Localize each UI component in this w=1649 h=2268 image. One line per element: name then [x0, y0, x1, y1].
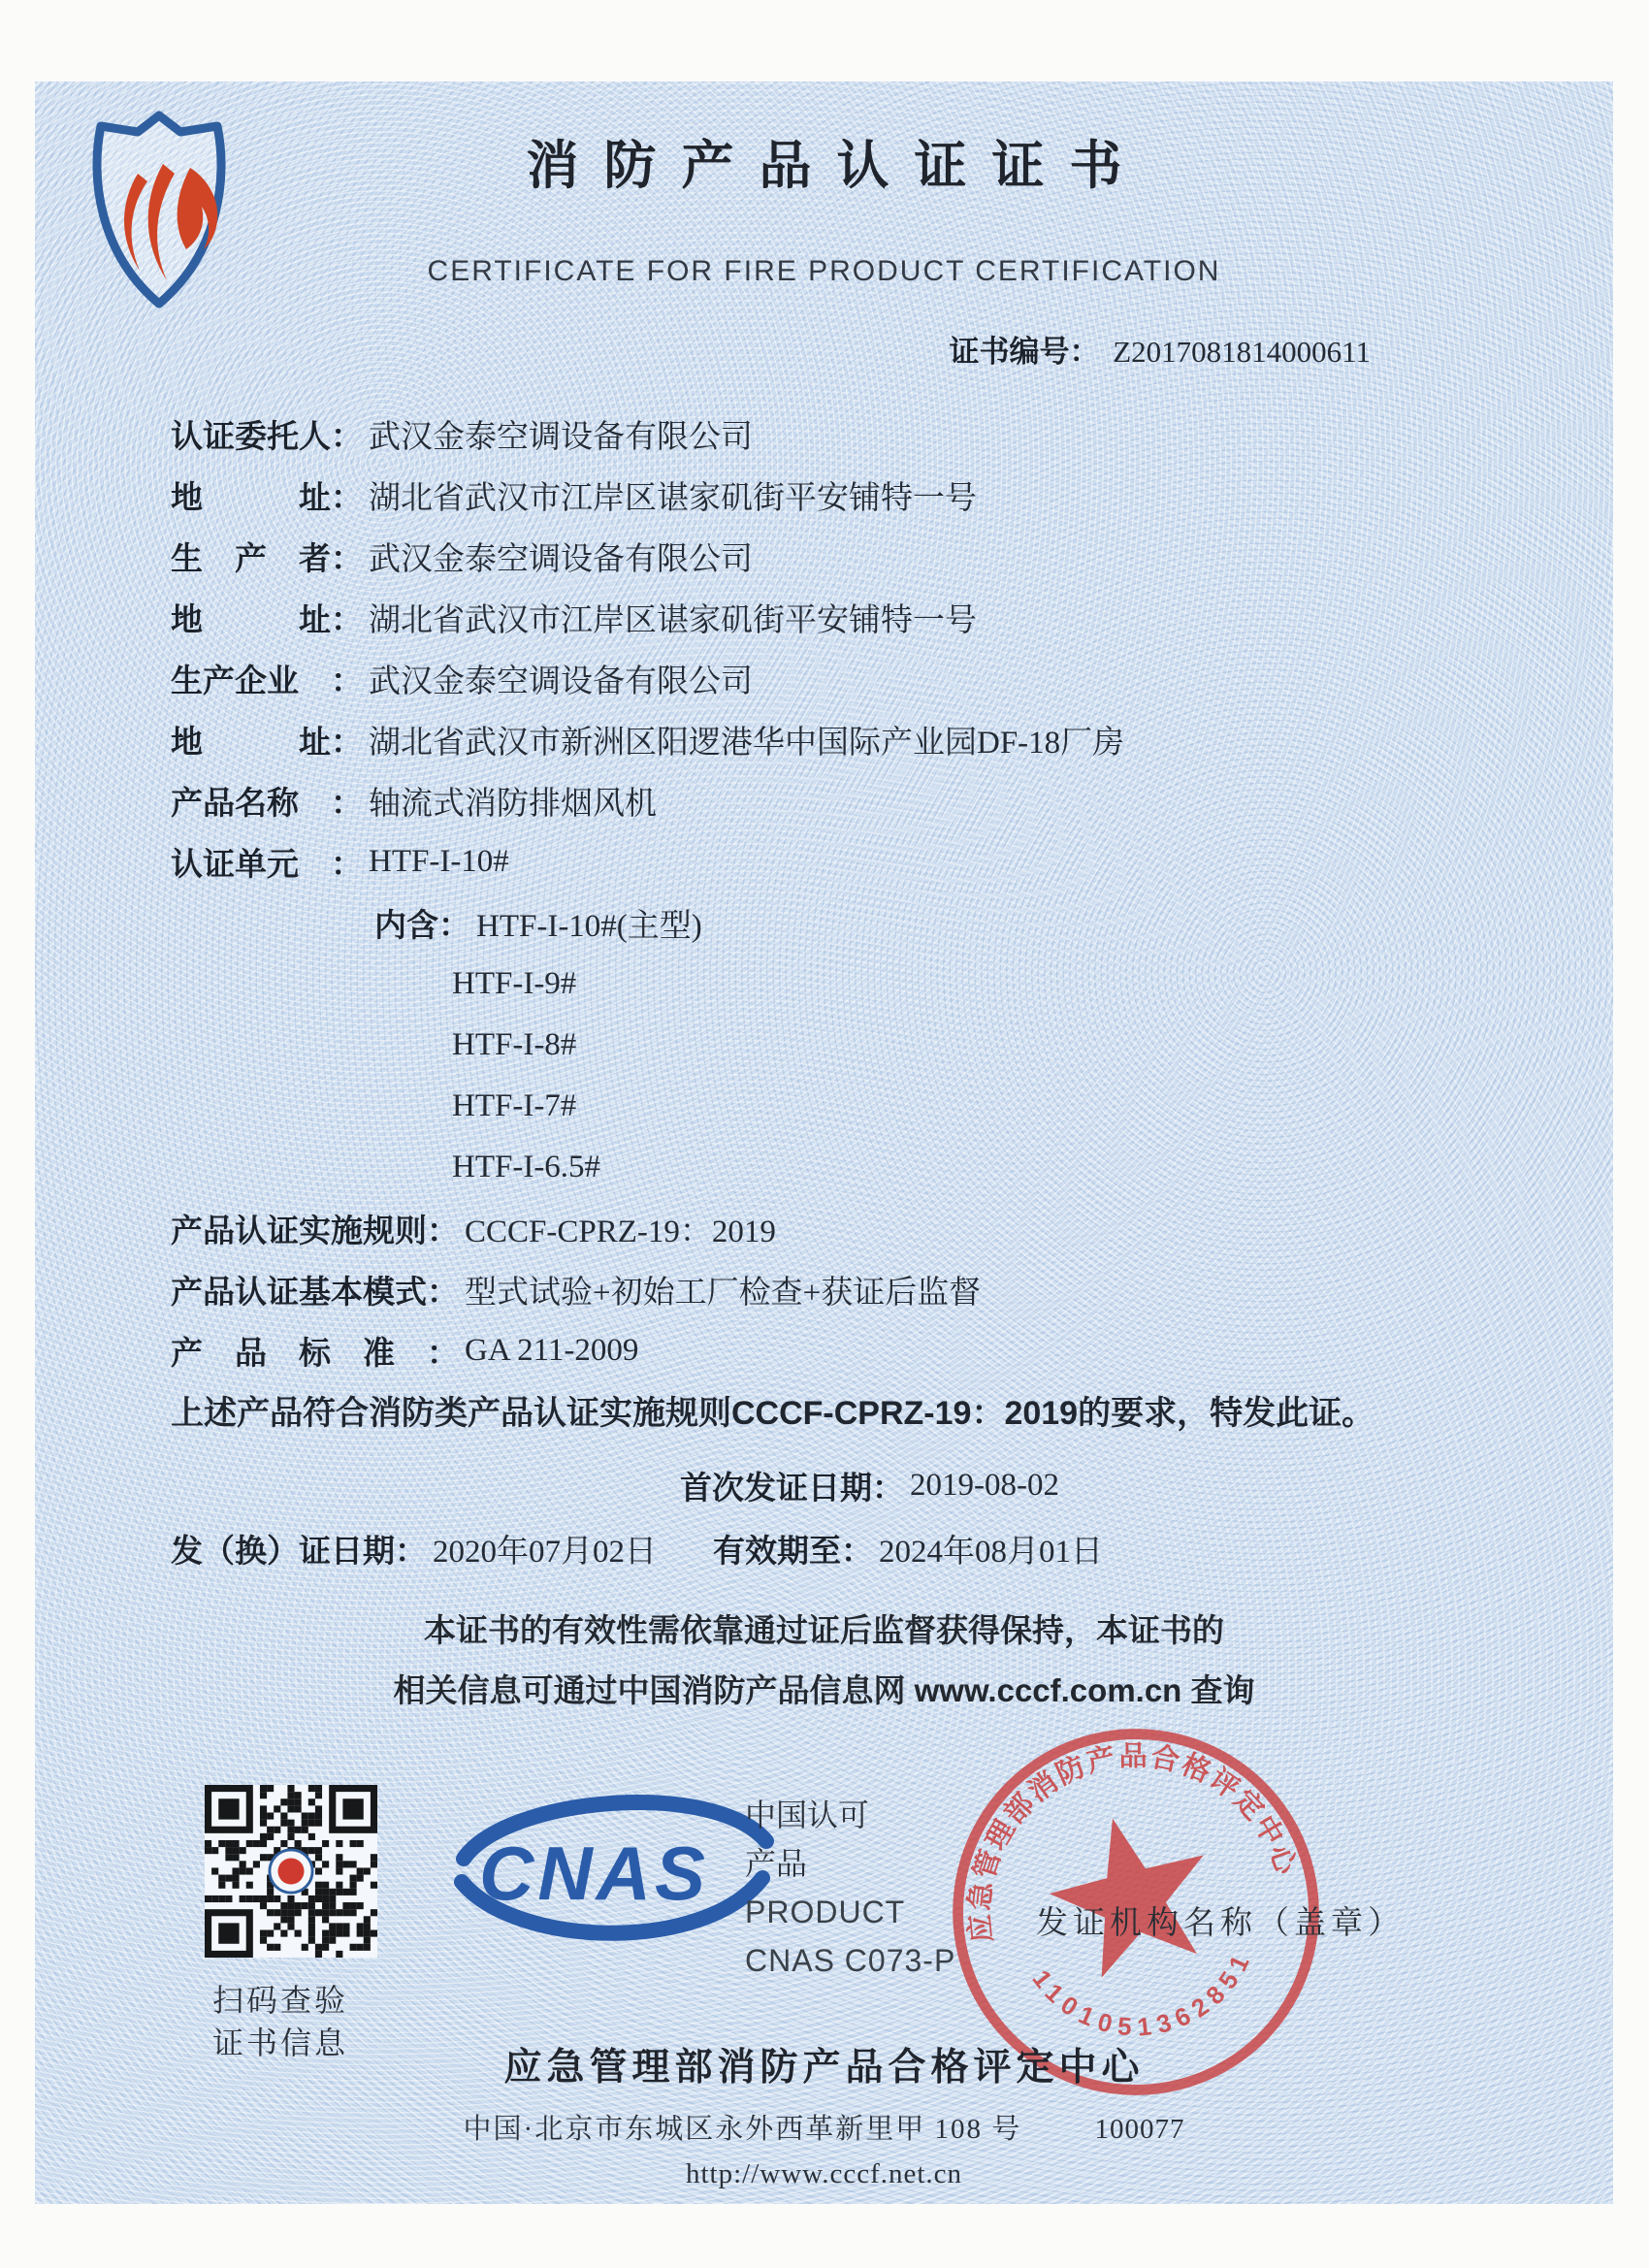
certificate-body — [35, 81, 1613, 2204]
model-value: HTF-I-6.5# — [452, 1150, 601, 1184]
model-row — [171, 954, 1536, 1015]
field-value: HTF-I-10# — [369, 844, 509, 879]
bottom-section — [35, 1740, 1613, 2080]
field-label: 生产企业 ： — [171, 663, 363, 698]
reissue-date-label: 发（换）证日期： — [171, 1533, 427, 1569]
field-label: 产品名称 ： — [171, 785, 363, 821]
rule-label: 产品认证实施规则： — [171, 1213, 459, 1248]
certificate-fields — [35, 404, 1613, 1381]
organization-address: 中国·北京市东城区永外西革新里甲 108 号 — [463, 2114, 1022, 2145]
certificate-number-line — [35, 327, 1613, 371]
qr-caption-line2: 证书信息 — [212, 2025, 349, 2060]
qr-code — [205, 1785, 377, 1958]
validity-notice-line2: 相关信息可通过中国消防产品信息网 www.cccf.com.cn 查询 — [393, 1672, 1255, 1708]
first-issue-date-value: 2019-08-02 — [910, 1468, 1059, 1503]
rule-value: CCCF-CPRZ-19：2019 — [465, 1215, 776, 1249]
cnas-logo-text: CNAS — [479, 1831, 710, 1916]
field-row-producer — [171, 526, 1536, 587]
field-row-applicant — [171, 404, 1536, 465]
field-label: 认证委托人： — [171, 418, 363, 454]
rule-value: GA 211-2009 — [465, 1333, 639, 1368]
field-value: 轴流式消防排烟风机 — [369, 787, 657, 822]
reissue-date-value: 2020年07月02日 — [433, 1535, 657, 1570]
model-row — [171, 1076, 1536, 1137]
field-label: 地 址： — [171, 601, 363, 637]
footer — [35, 2037, 1613, 2190]
contains-primary-model: HTF-I-10#(主型) — [476, 909, 702, 944]
field-row-producer-address — [171, 587, 1536, 648]
model-value: HTF-I-9# — [452, 966, 577, 1001]
accreditation-line-en2: CNAS C073-P — [745, 1943, 956, 1978]
conformity-statement: 上述产品符合消防类产品认证实施规则CCCF-CPRZ-19：2019的要求，特发此证。 — [171, 1395, 1375, 1432]
field-label: 生 产 者： — [171, 540, 363, 576]
contains-row — [171, 892, 1536, 954]
rule-label: 产品认证基本模式： — [171, 1274, 459, 1310]
valid-until-value: 2024年08月01日 — [879, 1535, 1103, 1570]
certificate-number-value: Z2017081814000611 — [1113, 335, 1371, 369]
issue-validity-row — [171, 1518, 1536, 1579]
model-row — [171, 1137, 1536, 1198]
validity-notice-line1: 本证书的有效性需依靠通过证后监督获得保持，本证书的 — [424, 1612, 1224, 1648]
seal-ring-text: 应急管理部消防产品合格评定中心 — [964, 1740, 1303, 1944]
model-value: HTF-I-7# — [452, 1088, 577, 1123]
certificate-title: 消防产品认证证书 — [526, 137, 1148, 195]
validity-notice — [35, 1601, 1613, 1721]
first-issue-date-label: 首次发证日期： — [680, 1470, 904, 1506]
field-value: 湖北省武汉市江岸区谌家矶街平安铺特一号 — [369, 603, 977, 638]
organization-url: http://www.cccf.net.cn — [685, 2158, 963, 2189]
accreditation-line-cn1: 中国认可 — [745, 1798, 870, 1832]
seal-star-icon — [1035, 1799, 1226, 1985]
postal-code: 100077 — [1094, 2114, 1185, 2145]
organization-address-line — [35, 2107, 1613, 2147]
model-value: HTF-I-8# — [452, 1027, 577, 1062]
accreditation-line-cn2: 产品 — [745, 1846, 808, 1881]
valid-until-label: 有效期至： — [713, 1533, 873, 1569]
field-value: 武汉金泰空调设备有限公司 — [369, 542, 753, 577]
field-value: 武汉金泰空调设备有限公司 — [369, 664, 753, 699]
field-label: 认证单元 ： — [171, 846, 363, 882]
model-row — [171, 1015, 1536, 1076]
rule-row-basic-mode — [171, 1259, 1536, 1320]
rule-value: 型式试验+初始工厂检查+获证后监督 — [465, 1276, 982, 1311]
field-row-product-name — [171, 770, 1536, 831]
field-row-applicant-address — [171, 465, 1536, 526]
field-value: 湖北省武汉市新洲区阳逻港华中国际产业园DF-18厂房 — [369, 726, 1125, 761]
field-label: 地 址： — [171, 479, 363, 515]
rule-label: 产 品 标 准 ： — [171, 1335, 459, 1371]
field-row-certification-unit — [171, 831, 1536, 892]
contains-label: 内含： — [374, 907, 470, 943]
rule-row-implementation — [171, 1198, 1536, 1259]
issuing-organization: 应急管理部消防产品合格评定中心 — [503, 2047, 1145, 2089]
certificate-number-label: 证书编号： — [949, 335, 1100, 369]
cnas-logo — [450, 1787, 776, 1950]
issuer-signature-label: 发证机构名称（盖章） — [1036, 1906, 1405, 1941]
field-value: 湖北省武汉市江岸区谌家矶街平安铺特一号 — [369, 481, 977, 516]
qr-caption-line1: 扫码查验 — [212, 1983, 349, 2018]
field-row-manufacturer-address — [171, 709, 1536, 770]
accreditation-line-en1: PRODUCT — [745, 1895, 906, 1929]
first-issue-date-row — [171, 1455, 1536, 1516]
field-label: 地 址： — [171, 724, 363, 760]
fire-shield-logo-icon — [81, 103, 237, 316]
field-row-manufacturer — [171, 648, 1536, 709]
field-value: 武汉金泰空调设备有限公司 — [369, 420, 753, 455]
rule-row-product-standard — [171, 1320, 1536, 1381]
seal-number: 1101051362851 — [1026, 1944, 1258, 2042]
certificate-subtitle-en: CERTIFICATE FOR FIRE PRODUCT CERTIFICATION — [427, 255, 1221, 287]
